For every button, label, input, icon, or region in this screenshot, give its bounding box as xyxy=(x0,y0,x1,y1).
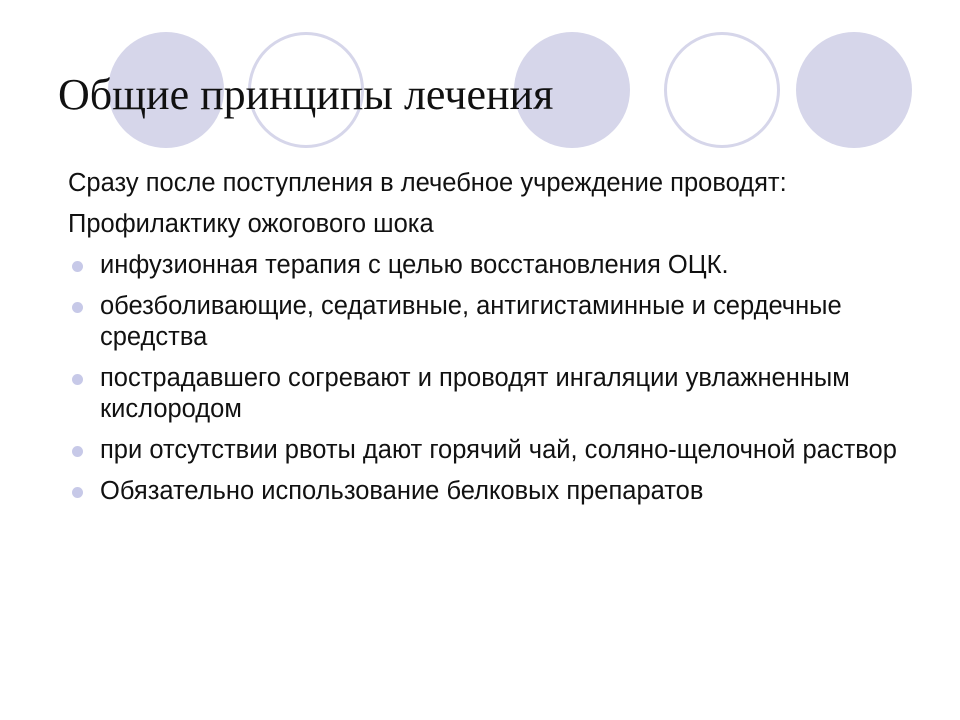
intro-text: Сразу после поступления в лечебное учреждение проводят: xyxy=(68,169,787,197)
decor-circle-4-icon xyxy=(664,32,780,148)
bullet-text: пострадавшего согревают и проводят ингаляции увлажненным кислородом xyxy=(100,364,850,423)
slide-title: Общие принципы лечения xyxy=(58,70,554,119)
bullet-icon xyxy=(72,261,83,272)
bullet-icon xyxy=(72,446,83,457)
bullet-icon xyxy=(72,487,83,498)
slide-body xyxy=(68,168,898,517)
bullet-text: инфузионная терапия с целью восстановления ОЦК. xyxy=(100,251,729,279)
bullet-item xyxy=(68,291,898,353)
bullet-item xyxy=(68,250,898,281)
bullet-item xyxy=(68,363,898,425)
bullet-text: обезболивающие, седативные, антигистаминные и сердечные средства xyxy=(100,292,842,351)
bullet-item xyxy=(68,476,898,507)
bullet-text: при отсутствии рвоты дают горячий чай, соляно-щелочной раствор xyxy=(100,436,897,464)
bullet-item xyxy=(68,435,898,466)
bullet-icon xyxy=(72,374,83,385)
bullet-icon xyxy=(72,302,83,313)
decor-circle-5-icon xyxy=(796,32,912,148)
section-heading: Профилактику ожогового шока xyxy=(68,210,434,238)
bullet-text: Обязательно использование белковых препаратов xyxy=(100,477,704,505)
